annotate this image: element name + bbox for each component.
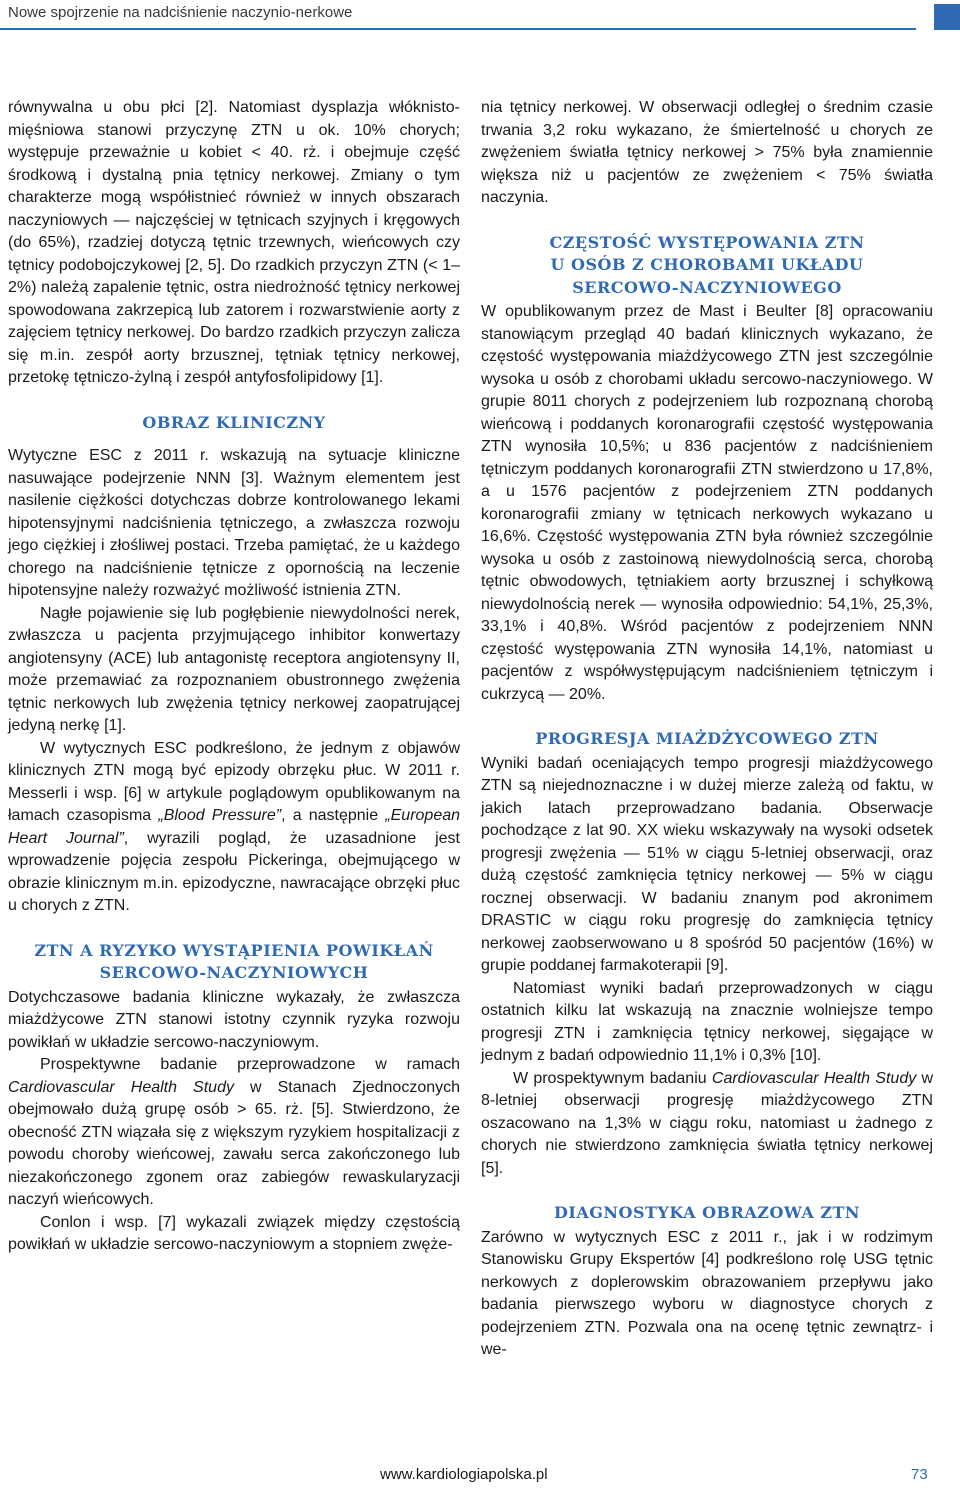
right-column [481,97,933,1362]
paragraph-chs-progression [481,1068,933,1181]
heading-czestosc-line-1: CZĘSTOŚĆ WYSTĘPOWANIA ZTN [549,232,865,252]
journal-european-heart: „European Heart Journal” [8,807,461,847]
journal-blood-pressure: „Blood Pressure” [158,807,282,824]
running-header [0,0,960,30]
paragraph-prevalence: W opublikowanym przez de Mast i Beulter [8] opracowaniu stanowiącym przegląd 40 badań klinicznych wykazano, że częstość występowania miażdżycowego ZTN jest szczególnie wysoka u osób z chorobami układu sercowo-naczyniowego. W grupie 8011 chorych z podejrzeniem lub rozpoznaną chorobą wieńcową i poddanych koronarografii częstość występowania ZTN wynosiła 10,5%; u 836 pacjentów z nadciśnieniem tętniczym poddanych koronarografii ZTN stwierdzono u 17,8%, a u 1576 pacjentów z podejrzeniem ZTN poddanych koronarografii zmiany w tętnicach nerkowych wykazano u 16,6%. Częstość występowania ZTN była również szczególnie wysoka u osób z zastoinową niewydolnością serca, chorobą tętnic obwodowych, tętniakiem aorty brzusznej i schyłkową niewydolnością nerek — wynosiła odpowiednio: 54,1%, 25,3%, 33,1% i 40,8%. Wśród pacjentów z podejrzeniem NNN częstość występowania ZTN wynosiła 14,1%, natomiast u pacjentów z współwystępującym nadciśnieniem tętniczym i cukrzycą — 20%. [481,303,933,703]
paragraph-recent-studies: Natomiast wyniki badań przeprowadzonych w ciągu ostatnich kilku lat wskazują na znacznie wolniejsze tempo progresji ZTN i zamknięcia tętnicy nerkowej, sięgające w jednym z badań odpowiednio 11,1% i 0,3% [10]. [481,979,933,1064]
header-rule [0,28,916,30]
paragraph-chs-study [8,1054,460,1212]
pickering-text-b: , a następnie [281,807,386,824]
chs-text-a: Prospektywne badanie przeprowadzone w ramach [40,1056,460,1073]
chs-progression-text-b: w 8-letniej obserwacji progresję miażdżycowego ZTN oszacowano na 1,3% w ciągu roku, natomiast u żadnego z chorych nie stwierdzono zamknięcia światła tętnicy nerkowej [5]. [481,1069,934,1177]
footer-website-url: www.kardiologiapolska.pl [380,1466,548,1483]
paragraph-imaging: Zarówno w wytycznych ESC z 2011 r., jak i w rodzimym Stanowisku Grupy Ekspertów [4] podkreślono rolę USG tętnic nerkowych z doplerowskim obrazowaniem przepływu jako badania pierwszego wyboru w diagnostyce chorych z podejrzeniem ZTN. Pozwala ona na ocenę tętnic zewnątrz- i we- [481,1228,933,1358]
pickering-text-a: W wytycznych ESC podkreślono, że jednym z objawów klinicznych ZTN mogą być epizody obrzęku płuc. W 2011 r. Messerli i wsp. [6] w artykule poglądowym opublikowanym na łamach czasopisma [8,739,460,824]
paragraph-progression-results: Wyniki badań oceniających tempo progresji miażdżycowego ZTN są niejednoznaczne i w dużej mierze zależą od faktu, w jakich latach przeprowadzano badania. Obserwacje pochodzące z lat 90. XX wieku wskazywały na wysoki odsetek progresji zwężenia — 51% w ciągu 5-letniej obserwacji, oraz dużą częstość zamknięcia tętnicy nerkowej — 5% w ciągu rocznej obserwacji. W badaniu znanym pod akronimem DRASTIC w ciągu roku progresję do zamknięcia tętnicy nerkowej zaobserwowano u 8 spośród 50 pacjentów (16%) w grupie poddanej farmakoterapii [9]. [481,754,933,974]
paragraph-mortality: nia tętnicy nerkowej. W obserwacji odległej o średnim czasie trwania 3,2 roku wykazano, że śmiertelność u chorych ze zwężeniem światła tętnicy nerkowej > 75% była znamiennie większa niż u pacjentów ze zwężeniem < 75% światła naczynia. [481,99,933,206]
footer-page-number: 73 [911,1466,928,1483]
paragraph-pickering [8,738,460,918]
heading-diagnostyka: DIAGNOSTYKA OBRAZOWA ZTN [553,1203,861,1222]
heading-progresja: PROGRESJA MIAŻDŻYCOWEGO ZTN [535,729,879,748]
paragraph-etiology: równywalna u obu płci [2]. Natomiast dysplazja włóknisto-mięśniowa stanowi przyczynę ZTN u ok. 10% chorych; występuje przeważnie u kobiet < 40. rż. i obejmuje część środkową i dystalną pnia tętnicy nerkowej. Zmiany o tym charakterze mogą współistnieć również w innych obszarach naczyniowych — najczęściej w tętnicach szyjnych i kręgowych (do 65%), rzadziej dotyczą tętnic trzewnych, wieńcowych czy tętnicy podobojczykowej [2, 5]. Do rzadkich przyczyn ZTN (< 1–2%) należą zapalenie tętnic, ostra niedrożność tętnicy nerkowej spowodowana zakrzepicą lub zatorem i rozwarstwienie aorty z zajęciem tętnicy nerkowej. Do bardzo rzadkich przyczyn zalicza się m.in. zespół aorty brzusznej, tętniak tętnicy nerkowej, przetokę tętniczo-żylną i zespół antyfosfolipidowy [1]. [8,99,460,386]
study-name-chs: Cardiovascular Health Study [8,1078,234,1096]
paragraph-conlon: Conlon i wsp. [7] wykazali związek między częstością powikłań w układzie sercowo-naczyniowym a stopniem zwęże- [8,1213,460,1253]
paragraph-risk-factor: Dotychczasowe badania kliniczne wykazały, że zwłaszcza miażdżycowe ZTN stanowi istotny czynnik ryzyka rozwoju powikłań w układzie sercowo-naczyniowym. [8,988,460,1051]
study-name-chs-right: Cardiovascular Health Study [711,1069,917,1087]
running-title: Nowe spojrzenie na nadciśnienie naczynio-nerkowe [8,4,353,21]
chs-text-b: w Stanach Zjednoczonych obejmowało dużą grupę osób > 65. rż. [5]. Stwierdzono, że obecność ZTN wiązała się z większym ryzykiem hospitalizacji z powodu choroby wieńcowej, zawału serca zakończonego lub niezakończonego zgonem oraz zabiegów rewaskularyzacji naczyń wieńcowych. [8,1078,461,1208]
heading-czestosc-line-2: U OSÓB Z CHOROBAMI UKŁADU [550,255,864,274]
pickering-text-c: , wyrazili pogląd, że uzasadnione jest wprowadzenie pojęcia zespołu Pickeringa, obejmującego w obrazie klinicznym m.in. epizodyczne, nawracające obrzęki płuc u chorych z ZTN. [8,829,461,914]
paragraph-esc-guidelines: Wytyczne ESC z 2011 r. wskazują na sytuacje kliniczne nasuwające podejrzenie NNN [3]. Ważnym elementem jest nasilenie ciężkości dotychczas dobrze kontrolowanego lekami hipotensyjnymi nadciśnienia tętniczego, a zwłaszcza rozwoju jego ciężkiej i złośliwej postaci. Trzeba pamiętać, że u każdego chorego na nadciśnienie tętnicze z opornością na leczenie hipotensyjne należy rozważyć możliwość istnienia ZTN. [8,447,460,599]
heading-obraz-kliniczny: OBRAZ KLINICZNY [142,412,326,432]
header-square-mark [934,4,960,30]
heading-ryzyko-line-2: SERCOWO-NACZYNIOWYCH [99,963,369,982]
heading-ryzyko-line-1: ZTN A RYZYKO WYSTĄPIENIA POWIKŁAŃ [34,940,434,960]
chs-progression-text-a: W prospektywnym badaniu [513,1069,712,1087]
left-column [8,97,460,1257]
heading-czestosc-line-3: SERCOWO-NACZYNIOWEGO [572,277,842,297]
paragraph-renal-failure: Nagłe pojawienie się lub pogłębienie niewydolności nerek, zwłaszcza u pacjenta przyjmującego inhibitor konwertazy angiotensyny (ACE) lub antagonistę receptora angiotensyny II, może przemawiać za rozpoznaniem obustronnego zwężenia tętnic nerkowych lub zwężenia tętnicy nerkowej zaopatrującej jedyną nerkę [1]. [8,604,460,734]
